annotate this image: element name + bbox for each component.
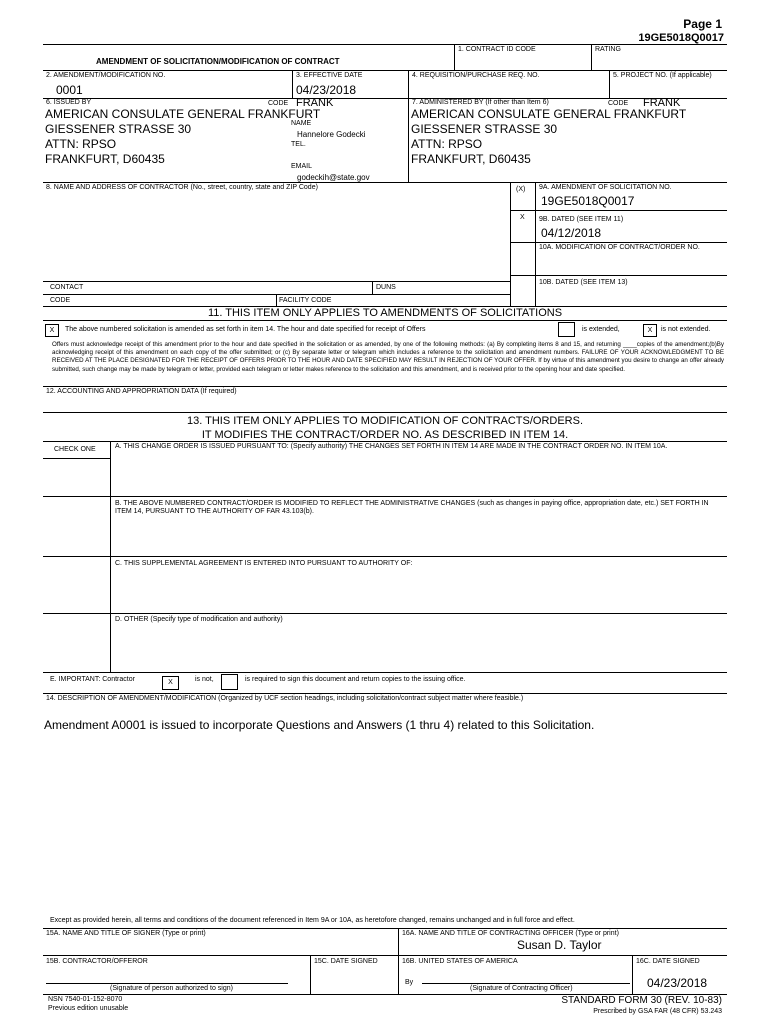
requisition-label: 4. REQUISITION/PURCHASE REQ. NO.: [412, 72, 540, 79]
item-13a-text: A. THIS CHANGE ORDER IS ISSUED PURSUANT TO: (Specify authority) THE CHANGES SET FORTH IN ITEM 14 ARE MADE IN THE CONTRACT ORDER NO. IN ITEM 10A.: [115, 443, 668, 450]
item-16c-value: 04/23/2018: [647, 976, 708, 990]
nsn-number: NSN 7540-01-152-8070: [48, 996, 123, 1003]
amendment-no-value: 0001: [56, 83, 83, 97]
item-13b-text: B. THE ABOVE NUMBERED CONTRACT/ORDER IS MODIFIED TO REFLECT THE ADMINISTRATIVE CHANGES (such as changes in paying office, appropriation date, etc.) SET FORTH IN ITEM 14, PURSUANT TO THE AUTHORITY OF FAR 43.103(b).: [115, 500, 709, 515]
item-9b-label: 9B. DATED (SEE ITEM 11): [539, 216, 624, 223]
contractor-label: 8. NAME AND ADDRESS OF CONTRACTOR (No., street, country, state and ZIP Code): [46, 184, 318, 191]
administered-label: 7. ADMINISTERED BY (If other than Item 6): [412, 99, 549, 106]
tel-label: TEL.: [291, 141, 306, 148]
by-label: By: [405, 979, 414, 986]
amendment-no-label: 2. AMENDMENT/MODIFICATION NO.: [46, 72, 166, 79]
issued-by-address: AMERICAN CONSULATE GENERAL FRANKFURT GIESSENER STRASSE 30 ATTN: RPSO FRANKFURT, D60435: [45, 107, 321, 166]
important-text: is required to sign this document and return copies to the issuing office.: [245, 676, 466, 683]
item-13c-text: C. THIS SUPPLEMENTAL AGREEMENT IS ENTERED INTO PURSUANT TO AUTHORITY OF:: [115, 560, 413, 567]
item-16c-label: 16C. DATE SIGNED: [636, 958, 700, 965]
duns-label: DUNS: [376, 284, 396, 291]
item-11-paragraph: Offers must acknowledge receipt of this amendment prior to the hour and date specified in the solicitation or as amended, by one of the following methods: (a) By completing items 8 and 15, and returning ____copies of the amendment;(b)By acknowledging receipt of this amendment on each copy of the offer submitted; or (c) By separate letter or telegram which includes a reference to the solicitation and amendment numbers. FAILURE OF YOUR ACKNOWLEDGMENT TO BE RECEIVED AT THE PLACE DESIGNATED FOR THE RECEIPT OF OFFERS PRIOR TO THE HOUR AND DATE SPECIFIED MAY RESULT IN REJECTION OF YOUR OFFER. If by virtue of this amendment you desire to change an offer already submitted, such change may be made by telegram or letter, provided each telegram or letter makes reference to the solicitation and this amendment, and is received prior to the opening hour and date specified.: [52, 341, 724, 373]
email-label: EMAIL: [291, 163, 313, 170]
officer-name: Susan D. Taylor: [517, 938, 602, 952]
facility-code-label: FACILITY CODE: [279, 297, 332, 304]
item-13-title-1: 13. THIS ITEM ONLY APPLIES TO MODIFICATION OF CONTRACTS/ORDERS.: [186, 415, 584, 427]
item-12-label: 12. ACCOUNTING AND APPROPRIATION DATA (If required): [46, 388, 237, 395]
x-9a-mark: (X): [516, 186, 526, 193]
contact-label: CONTACT: [50, 284, 84, 291]
signature-officer-label: (Signature of Contracting Officer): [470, 985, 573, 992]
check-one-label: CHECK ONE: [54, 446, 96, 453]
item-13-title-2: IT MODIFIES THE CONTRACT/ORDER NO. AS DESCRIBED IN ITEM 14.: [201, 429, 569, 441]
document-id: 19GE5018Q0017: [638, 32, 724, 44]
prescribed-label: Prescribed by GSA FAR (48 CFR) 53.243: [593, 1008, 722, 1015]
item-16a-label: 16A. NAME AND TITLE OF CONTRACTING OFFICER (Type or print): [402, 930, 619, 937]
item-15c-label: 15C. DATE SIGNED: [314, 958, 378, 965]
admin-code-value: FRANK: [643, 97, 681, 109]
item-11-text: The above numbered solicitation is amended as set forth in item 14. The hour and date specified for receipt of Offers: [65, 326, 426, 333]
item-11-checkbox-amended[interactable]: X: [45, 324, 59, 337]
is-required-checkbox[interactable]: [221, 674, 238, 690]
admin-code-label: CODE: [608, 100, 629, 107]
extended-checkbox[interactable]: [558, 322, 575, 337]
item-11-title: 11. THIS ITEM ONLY APPLIES TO AMENDMENTS OF SOLICITATIONS: [207, 307, 563, 319]
item-9a-label: 9A. AMENDMENT OF SOLICITATION NO.: [539, 184, 672, 191]
is-not-checkbox[interactable]: X: [162, 676, 179, 690]
x-9b-mark: X: [520, 214, 525, 221]
previous-edition: Previous edition unusable: [48, 1005, 129, 1012]
issued-by-label: 6. ISSUED BY: [46, 99, 92, 106]
signature-person-label: (Signature of person authorized to sign): [110, 985, 233, 992]
name-label: NAME: [291, 120, 312, 127]
email-value: godeckih@state.gov: [297, 173, 370, 182]
item-10a-label: 10A. MODIFICATION OF CONTRACT/ORDER NO.: [539, 244, 700, 251]
contract-id-label: 1. CONTRACT ID CODE: [458, 46, 536, 53]
not-extended-checkbox[interactable]: X: [643, 324, 657, 337]
page-number: Page 1: [683, 17, 722, 31]
item-10b-label: 10B. DATED (SEE ITEM 13): [539, 279, 628, 286]
extended-label: is extended,: [582, 326, 620, 333]
item-14-description: Amendment A0001 is issued to incorporate Questions and Answers (1 thru 4) related to this Solicitation.: [44, 718, 595, 732]
issued-code-value: FRANK: [296, 97, 334, 109]
is-not-label: is not,: [195, 676, 214, 683]
project-label: 5. PROJECT NO. (If applicable): [613, 72, 712, 79]
standard-form-label: STANDARD FORM 30 (REV. 10-83): [561, 995, 722, 1006]
except-text: Except as provided herein, all terms and conditions of the document referenced in Item 9A or 10A, as heretofore changed, remains unchanged and in full force and effect.: [50, 917, 575, 924]
important-label: E. IMPORTANT: Contractor: [50, 676, 135, 683]
effective-date-label: 3. EFFECTIVE DATE: [296, 72, 363, 79]
item-15a-label: 15A. NAME AND TITLE OF SIGNER (Type or print): [46, 930, 206, 937]
administered-by-address: AMERICAN CONSULATE GENERAL FRANKFURT GIESSENER STRASSE 30 ATTN: RPSO FRANKFURT, D60435: [411, 107, 687, 166]
form-title: AMENDMENT OF SOLICITATION/MODIFICATION OF CONTRACT: [96, 57, 340, 66]
item-13d-text: D. OTHER (Specify type of modification and authority): [115, 616, 283, 623]
item-9a-value: 19GE5018Q0017: [541, 194, 635, 208]
item-16b-label: 16B. UNITED STATES OF AMERICA: [402, 958, 518, 965]
rating-label: RATING: [595, 46, 621, 53]
effective-date-value: 04/23/2018: [296, 83, 357, 97]
item-14-label: 14. DESCRIPTION OF AMENDMENT/MODIFICATION (Organized by UCF section headings, including solicitation/contract subject matter where feasible.): [46, 695, 524, 702]
item-9b-value: 04/12/2018: [541, 226, 602, 240]
code-label: CODE: [50, 297, 71, 304]
issued-code-label: CODE: [268, 100, 289, 107]
not-extended-label: is not extended.: [661, 326, 711, 333]
item-15b-label: 15B. CONTRACTOR/OFFEROR: [46, 958, 148, 965]
contact-name: Hannelore Godecki: [297, 130, 366, 139]
